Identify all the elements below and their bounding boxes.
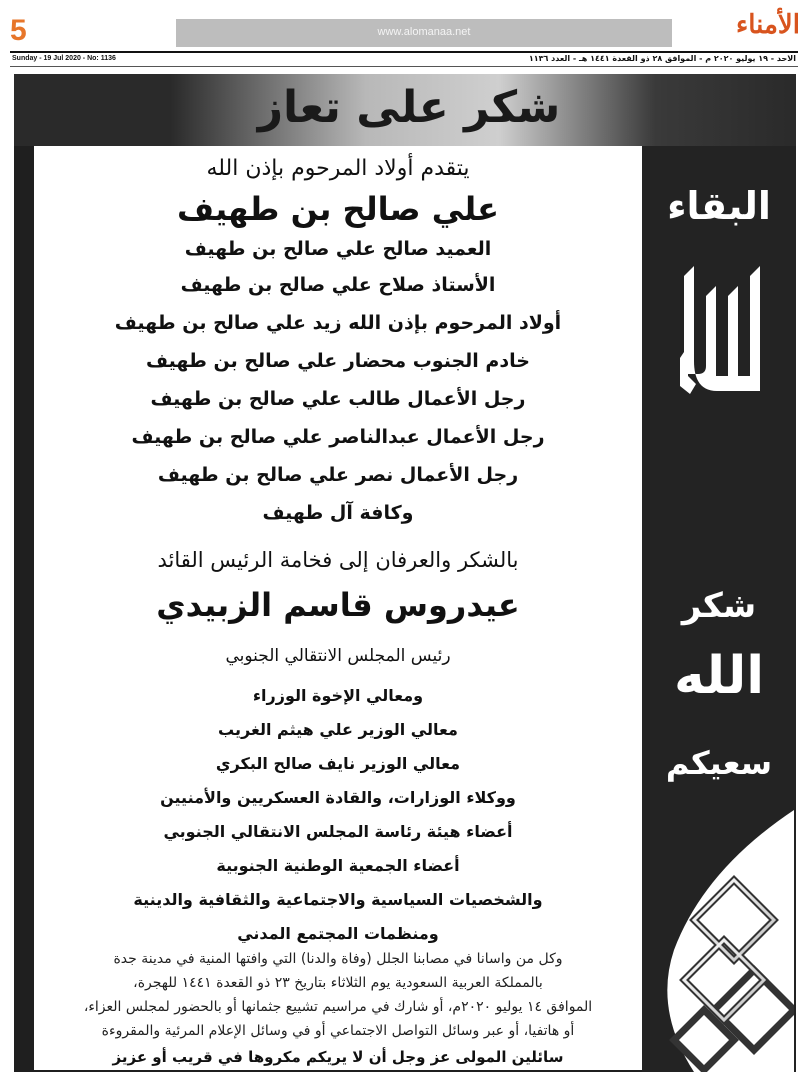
newspaper-logo: الأمناء bbox=[736, 10, 800, 40]
issue-date-arabic: الاحد - ١٩ يوليو ٢٠٢٠ م - الموافق ٢٨ ذو القعدة ١٤٤١ هـ - العدد ١١٣٦ bbox=[528, 54, 796, 63]
official-line: معالي الوزير علي هيثم الغريب bbox=[218, 720, 458, 739]
closing-line: الموافق ١٤ يوليو ٢٠٢٠م، أو شارك في مراسيم تشييع جثمانها أو بالحضور لمجلس العزاء، bbox=[83, 999, 593, 1015]
president-title: رئيس المجلس الانتقالي الجنوبي bbox=[225, 646, 451, 666]
side-baqa: البقاء bbox=[667, 184, 771, 228]
president-name: عيدروس قاسم الزبيدي bbox=[156, 586, 520, 624]
condolence-ad bbox=[14, 74, 796, 1072]
side-shukr: شكر bbox=[681, 586, 757, 626]
son-line: خادم الجنوب محضار علي صالح بن طهيف bbox=[146, 350, 530, 372]
son-line: العميد صالح علي صالح بن طهيف bbox=[184, 238, 492, 260]
lillah-calligraphy-icon bbox=[672, 246, 772, 406]
deceased-name: علي صالح بن طهيف bbox=[177, 190, 499, 228]
official-line: ومنظمات المجتمع المدني bbox=[237, 924, 439, 943]
page-number: 5 bbox=[10, 14, 27, 47]
official-line: ومعالي الإخوة الوزراء bbox=[252, 686, 424, 705]
son-line: رجل الأعمال عبدالناصر علي صالح بن طهيف bbox=[131, 426, 545, 448]
ad-title: شكر على تعاز bbox=[257, 82, 561, 133]
son-line: أولاد المرحوم بإذن الله زيد علي صالح بن طهيف bbox=[114, 312, 562, 334]
closing-line: أو هاتفيا، أو عبر وسائل التواصل الاجتماعي أو في وسائل الإعلام المرئية والمقروءة bbox=[101, 1023, 575, 1039]
side-saeykum: سعيكم bbox=[665, 744, 773, 782]
closing-line: وكل من واسانا في مصابنا الجلل (وفاة والدنا) التي وافتها المنية في مدينة جدة bbox=[113, 951, 563, 967]
son-line: رجل الأعمال طالب علي صالح بن طهيف bbox=[150, 388, 526, 410]
site-url[interactable]: www.alomanaa.net bbox=[377, 26, 471, 38]
family-line: وكافة آل طهيف bbox=[262, 502, 414, 524]
url-bar bbox=[176, 19, 672, 47]
text-panel bbox=[34, 146, 642, 1070]
side-allah: الله bbox=[673, 646, 765, 706]
official-line: أعضاء الجمعية الوطنية الجنوبية bbox=[216, 856, 460, 875]
bottom-rule bbox=[10, 66, 798, 67]
son-line: الأستاذ صلاح علي صالح بن طهيف bbox=[180, 274, 496, 296]
thanks-intro: بالشكر والعرفان إلى فخامة الرئيس القائد bbox=[157, 548, 519, 572]
top-rule bbox=[10, 51, 798, 53]
ornament-motif-icon bbox=[654, 810, 794, 1072]
son-line: رجل الأعمال نصر علي صالح بن طهيف bbox=[157, 464, 519, 486]
official-line: والشخصيات السياسية والاجتماعية والثقافية والدينية bbox=[133, 890, 543, 909]
intro-line: يتقدم أولاد المرحوم بإذن الله bbox=[206, 156, 470, 181]
official-line: ووكلاء الوزارات، والقادة العسكريين والأمنيين bbox=[160, 788, 516, 807]
prayer-line: سائلين المولى عز وجل أن لا يريكم مكروها في قريب أو عزيز bbox=[112, 1048, 564, 1066]
official-line: أعضاء هيئة رئاسة المجلس الانتقالي الجنوبي bbox=[163, 822, 513, 841]
official-line: معالي الوزير نايف صالح البكري bbox=[215, 754, 461, 773]
issue-date-english: Sunday - 19 Jul 2020 - No: 1136 bbox=[12, 55, 116, 62]
closing-line: بالمملكة العربية السعودية يوم الثلاثاء بتاريخ ٢٣ ذو القعدة ١٤٤١ للهجرة، bbox=[133, 975, 543, 991]
